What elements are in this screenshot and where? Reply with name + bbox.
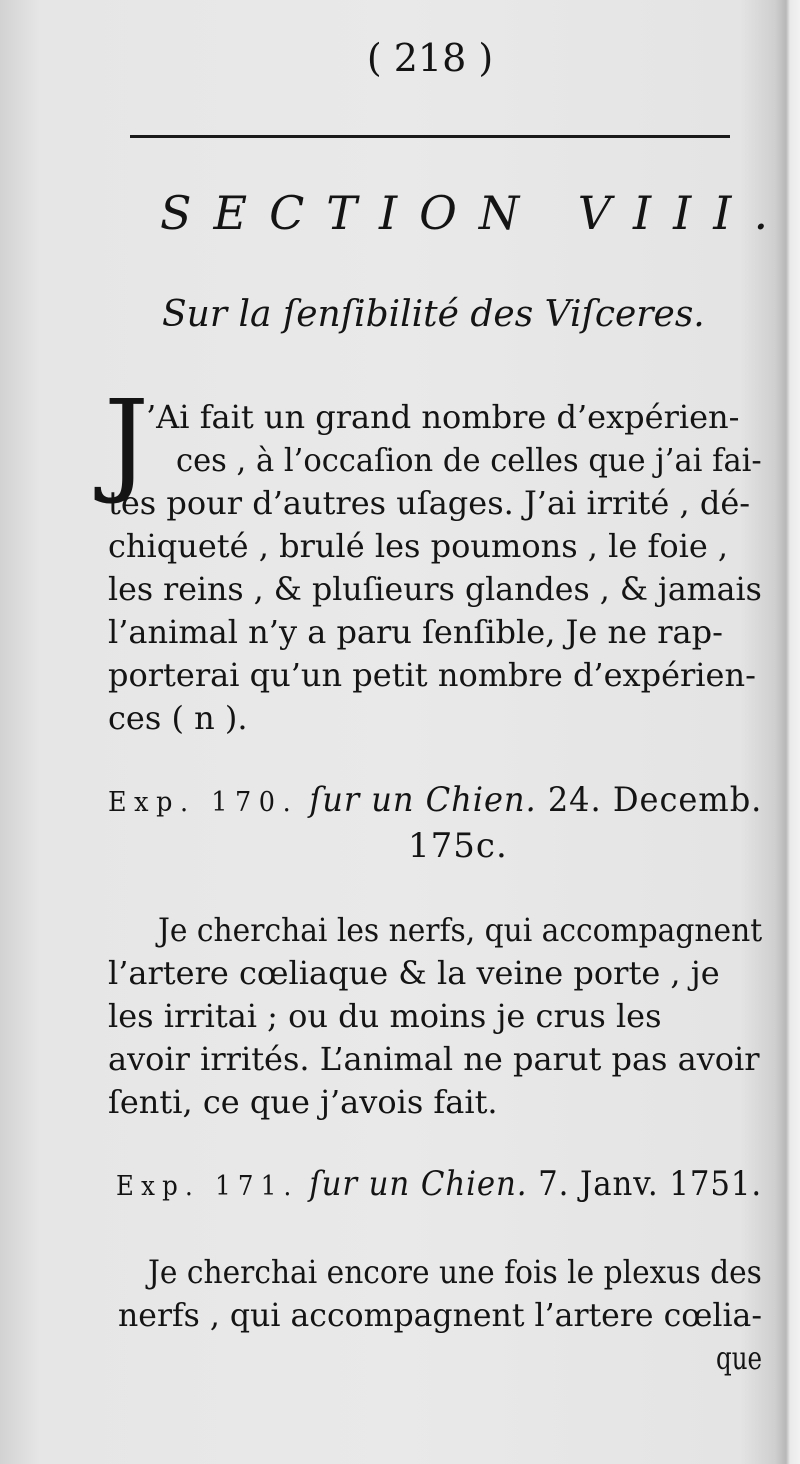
drop-cap: J (104, 377, 149, 507)
exp171-heading (116, 1162, 762, 1209)
exp170-line-2: l’artere cœliaque & la veine porte , je (108, 954, 720, 992)
exp170-date: 24. Decemb. (547, 780, 763, 820)
exp170-title: ſur un Chien. (309, 780, 537, 820)
header-rule (130, 135, 730, 138)
exp171-line-1: Je cherchai encore une fois le plexus des (148, 1253, 762, 1291)
intro-line-5: les reins , & pluſieurs glandes , & jamais (108, 570, 762, 608)
exp170-line-3: les irritai ; ou du moins je crus les (108, 997, 662, 1035)
intro-line-8: ces ( n ). (108, 699, 248, 737)
intro-line-2: ces , à l’occaſion de celles que j’ai fai- (176, 441, 762, 479)
exp170-line-1: Je cherchai les nerfs, qui accompagnent (158, 911, 763, 949)
intro-line-6: l’animal n’y a paru ſenſible, Je ne rap- (108, 613, 723, 651)
intro-line-7: porterai qu’un petit nombre d’expérien- (108, 656, 756, 694)
intro-line-4: chiqueté , brulé les poumons , le foie , (108, 527, 729, 565)
exp170-label: Exp. 170. (108, 787, 299, 818)
section-subtitle: Sur la ſenſibilité des Viſceres. (162, 294, 705, 335)
exp170-line-4: avoir irrités. L’animal ne parut pas avoir (108, 1040, 760, 1078)
intro-line-1: ’Ai fait un grand nombre d’expérien- (146, 398, 740, 436)
page-number: ( 218 ) (366, 36, 494, 80)
exp171-label: Exp. 171. (116, 1171, 299, 1202)
section-title: SECTION VIII. (160, 186, 791, 240)
intro-line-3: tes pour d’autres uſages. J’ai irrité , dé- (108, 484, 751, 522)
exp171-title: ſur un Chien. (309, 1164, 528, 1204)
exp171-line-2: nerfs , qui accompagnent l’artere cœlia- (118, 1296, 762, 1334)
exp170-heading (108, 778, 762, 825)
exp170-line-5: ſenti, ce que j’avois fait. (108, 1083, 498, 1121)
exp171-date: 7. Janv. 1751. (538, 1164, 763, 1204)
catchword: que (716, 1339, 763, 1377)
exp170-year: 175c. (408, 826, 508, 866)
